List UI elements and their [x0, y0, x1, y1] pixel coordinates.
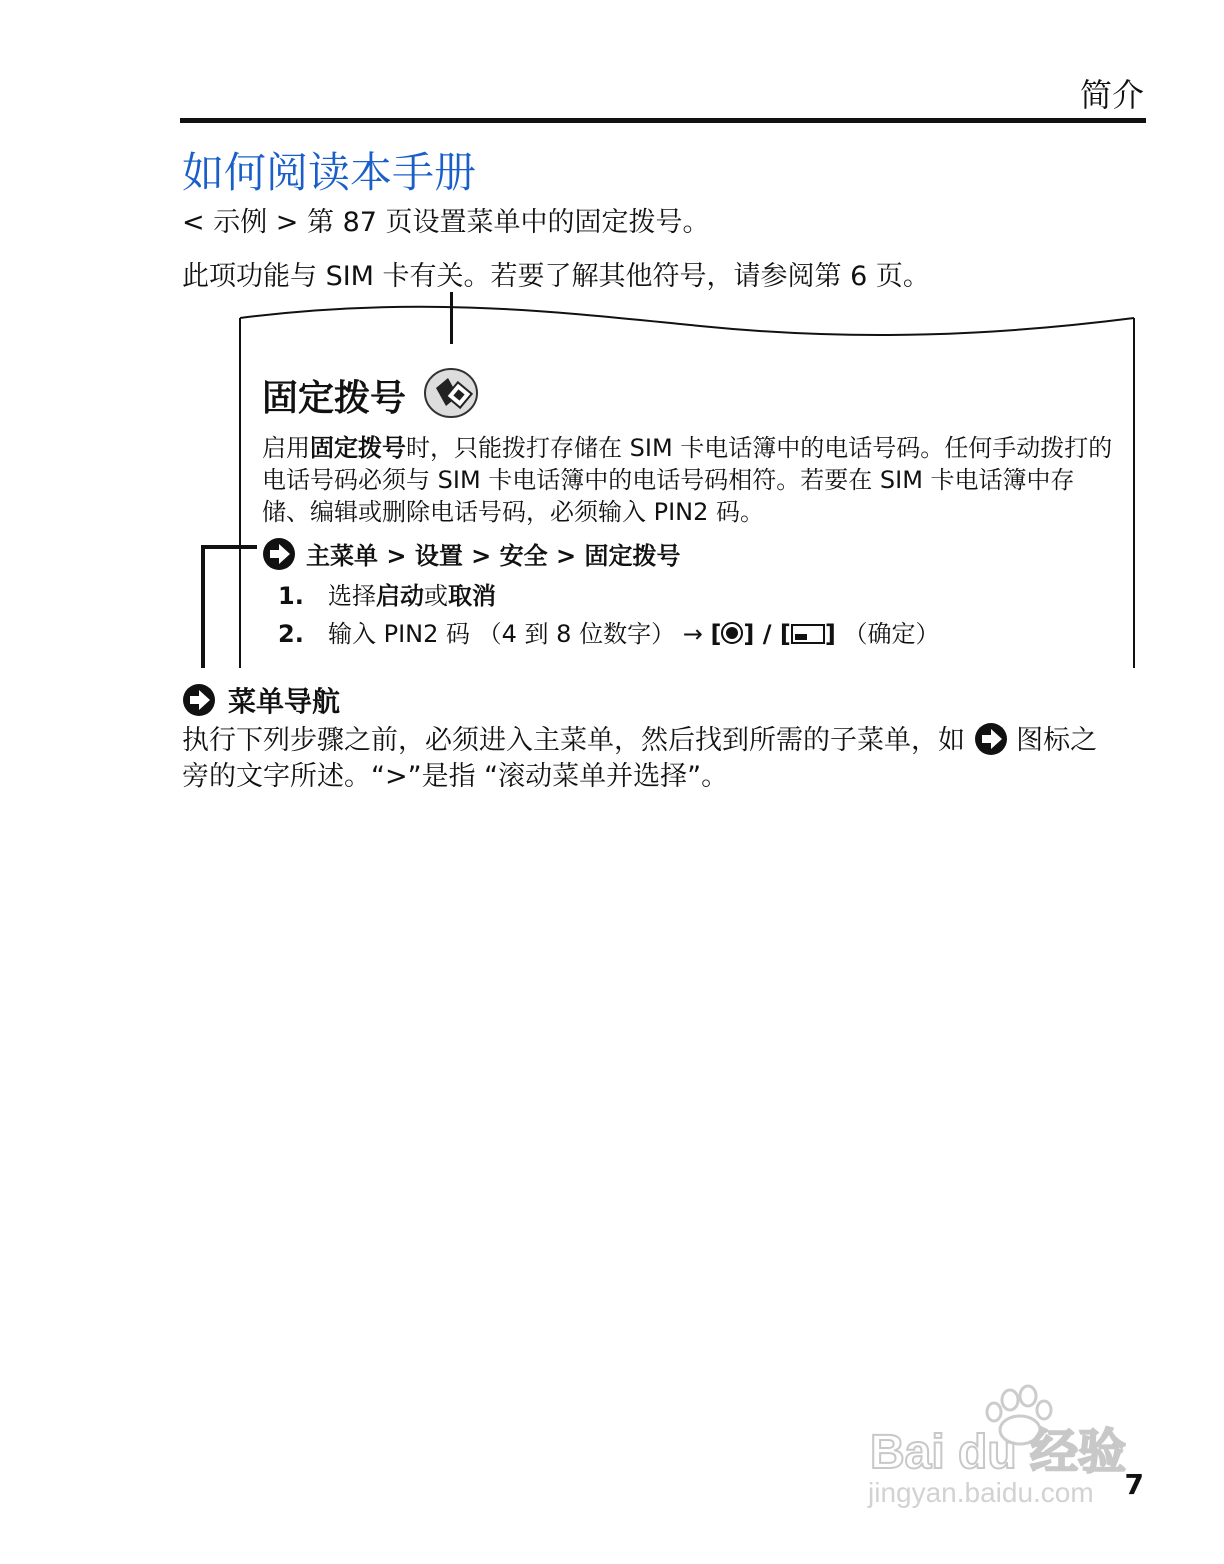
sim-note-line: 此项功能与 SIM 卡有关。若要了解其他符号，请参阅第 6 页。	[182, 261, 930, 292]
nav-arrow-icon	[974, 722, 1008, 756]
sample-frame	[0, 0, 1224, 700]
step-2-suffix: （确定）	[835, 620, 940, 648]
legend-title-text: 菜单导航	[228, 685, 341, 718]
key-separator: ] / [	[743, 620, 791, 648]
watermark-brand: Bai du 经验	[870, 1426, 1127, 1479]
legend-post: 图标之旁的文字所述。“>”是指 “滚动菜单并选择”。	[182, 725, 1098, 792]
baidu-watermark	[860, 1378, 1160, 1508]
page-title: 如何阅读本手册	[182, 148, 477, 197]
sim-card-icon	[424, 368, 478, 418]
watermark-url: jingyan.baidu.com	[868, 1477, 1094, 1508]
legend-title	[182, 680, 340, 720]
callout-connector-left	[201, 545, 205, 668]
ok-key-icon	[721, 622, 743, 644]
nav-arrow-icon	[262, 537, 296, 571]
step-2-number: 2.	[278, 620, 304, 648]
callout-connector-left-h	[201, 545, 257, 549]
desc-bold: 固定拨号	[310, 434, 406, 462]
legend-description	[182, 722, 1122, 795]
step-1-number: 1.	[278, 582, 304, 610]
key-bracket-open: [	[710, 620, 722, 648]
step-1-pre: 选择	[328, 582, 376, 610]
step-2	[278, 614, 939, 649]
sample-description	[262, 432, 1122, 528]
desc-post: 时，只能拨打存储在 SIM 卡电话簿中的电话号码。任何手动拨打的电话号码必须与 SIM 卡电话簿中的电话号码相符。若要在 SIM 卡电话簿中存储、编辑或删除电话号码，必须输入 PIN2 码。	[262, 434, 1113, 526]
key-bracket-close: ]	[824, 620, 836, 648]
nav-path: 主菜单 > 设置 > 安全 > 固定拨号	[306, 542, 681, 570]
step-1-option-cancel: 取消	[448, 582, 496, 610]
sample-feature-title: 固定拨号	[262, 378, 407, 419]
soft-key-icon	[791, 624, 825, 644]
sample-nav-row	[262, 536, 680, 571]
legend-pre: 执行下列步骤之前，必须进入主菜单，然后找到所需的子菜单，如	[182, 725, 974, 756]
page-number: 7	[1124, 1468, 1144, 1501]
example-line: < 示例 > 第 87 页设置菜单中的固定拨号。	[182, 207, 710, 238]
step-1-option-enable: 启动	[376, 582, 424, 610]
step-2-text: 输入 PIN2 码 （4 到 8 位数字） →	[328, 620, 711, 648]
step-1	[278, 576, 496, 611]
step-1-mid: 或	[424, 582, 448, 610]
nav-arrow-icon	[182, 683, 216, 717]
header-section: 简介	[1079, 76, 1144, 114]
desc-pre: 启用	[262, 434, 310, 462]
